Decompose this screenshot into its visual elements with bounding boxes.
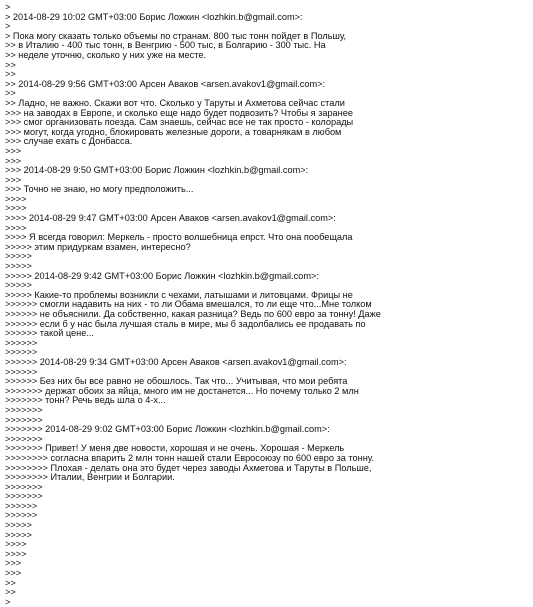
email-line: >>> на заводах в Европе, и сколько еще надо будет подвозить? Чтобы я заранее bbox=[5, 107, 353, 118]
email-line: >>>>> этим придуркам взамен, интересно? bbox=[5, 241, 191, 252]
email-line: >>> bbox=[5, 558, 22, 569]
email-line: >>>>>>> тонн? Речь ведь шла о 4-х... bbox=[5, 395, 166, 406]
email-line: >>>>> bbox=[5, 520, 32, 531]
email-line: >> 2014-08-29 9:56 GMT+03:00 Арсен Аваков <arsen.avakov1@gmail.com>: bbox=[5, 78, 326, 89]
email-line: >>>>>> не объяснили. Да собственно, какая разница? Ведь по 600 евро за тонну! Даже bbox=[5, 309, 381, 319]
email-line: >>>>> bbox=[5, 529, 32, 540]
email-thread-text bbox=[5, 3, 531, 607]
email-line: >>> bbox=[5, 155, 22, 166]
email-line: >>>> bbox=[5, 193, 27, 204]
email-line: >>>>>> bbox=[5, 500, 38, 511]
email-line: > bbox=[5, 21, 11, 32]
email-line: > 2014-08-29 10:02 GMT+03:00 Борис Ложкин <lozhkin.b@gmail.com>: bbox=[5, 11, 303, 22]
email-line: >>>>>>>> согласна впарить 2 млн тонн нашей стали Евросоюзу по 600 евро за тонну. bbox=[5, 452, 374, 463]
email-line: >>>>>>> держат обоих за яйца, много им не достанется... Но почему только 2 млн bbox=[5, 385, 359, 396]
email-line: >>>>>>> Привет! У меня две новости, хорошая и не очень. Хорошая - Меркель bbox=[5, 443, 345, 454]
email-line: >> bbox=[5, 88, 16, 99]
email-line: >> bbox=[5, 577, 16, 588]
email-line: >>>> bbox=[5, 203, 27, 214]
email-line: >>> bbox=[5, 174, 22, 185]
email-line: >>>>>> bbox=[5, 337, 38, 348]
email-line: >>> случае ехать с Донбасса. bbox=[5, 136, 133, 147]
email-line: >>>> 2014-08-29 9:47 GMT+03:00 Арсен Аваков <arsen.avakov1@gmail.com>: bbox=[5, 213, 336, 224]
email-line: >>> 2014-08-29 9:50 GMT+03:00 Борис Ложкин <lozhkin.b@gmail.com>: bbox=[5, 165, 309, 176]
email-line: >>>>> bbox=[5, 251, 32, 262]
email-line: >> bbox=[5, 59, 16, 70]
email-line: >>> могут, когда угодно, блокировать железные дороги, а товарнякам в любом bbox=[5, 126, 342, 137]
email-line: >>> bbox=[5, 145, 22, 156]
email-line: >>>> bbox=[5, 222, 27, 233]
email-line: >>>>>> 2014-08-29 9:34 GMT+03:00 Арсен Аваков <arsen.avakov1@gmail.com>: bbox=[5, 356, 347, 367]
email-line: > bbox=[5, 596, 11, 607]
email-line: >>>>> bbox=[5, 261, 32, 272]
email-line: >>>>>>>> Плохая - делать она это будет через заводы Ахметова и Таруты в Польше, bbox=[5, 462, 372, 473]
email-line: >>>>>> такой цене... bbox=[5, 328, 94, 339]
email-line: >>>>>> если б у нас была лучшая сталь в мире, мы б задолбались ее продавать по bbox=[5, 318, 366, 329]
email-line: >>>>>> Без них бы все равно не обошлось. Так что... Учитывая, что мои ребята bbox=[5, 376, 348, 387]
email-line: >>>>> Какие-то проблемы возникли с чехами, латышами и литовцами. Фрицы не bbox=[5, 289, 353, 300]
email-line: >>> Точно не знаю, но могу предположить... bbox=[5, 184, 194, 195]
email-line: >>>>>> смогли надавить на них - то ли Обама вмешался, то ли еще что...Мне толком bbox=[5, 299, 372, 310]
email-line: > bbox=[5, 2, 11, 12]
email-line: >>>>>>> bbox=[5, 491, 43, 502]
email-line: >>>>>> bbox=[5, 510, 38, 521]
email-line: >>>>>>> bbox=[5, 481, 43, 492]
email-line: >>>> bbox=[5, 548, 27, 559]
email-line: >>>>>>> bbox=[5, 414, 43, 425]
email-line: >>>>>> bbox=[5, 347, 38, 358]
email-line: >> bbox=[5, 587, 16, 598]
email-line: > Пока могу сказать только объемы по странам. 800 тыс тонн пойдет в Польшу, bbox=[5, 30, 347, 41]
email-line: >>>>>>> 2014-08-29 9:02 GMT+03:00 Борис Ложкин <lozhkin.b@gmail.com>: bbox=[5, 424, 330, 435]
email-line: >> bbox=[5, 69, 16, 80]
email-line: >>>>> 2014-08-29 9:42 GMT+03:00 Борис Ложкин <lozhkin.b@gmail.com>: bbox=[5, 270, 319, 281]
email-line: >>>>>>> bbox=[5, 404, 43, 415]
email-line: >>>>>>>> Италии, Венгрии и Болгарии. bbox=[5, 472, 175, 483]
email-line: >>>> Я всегда говорил: Меркель - просто волшебница епрст. Что она пообещала bbox=[5, 232, 353, 243]
email-line: >>> смог организовать поезда. Сам знаешь, сейчас все не так просто - колорады bbox=[5, 117, 354, 128]
email-line: >> Ладно, не важно. Скажи вот что. Сколько у Таруты и Ахметова сейчас стали bbox=[5, 97, 345, 108]
email-line: >>> bbox=[5, 568, 22, 579]
email-line: >> неделе уточню, сколько у них уже на месте. bbox=[5, 49, 206, 60]
email-line: >>>>> bbox=[5, 280, 32, 291]
email-line: >>>> bbox=[5, 539, 27, 550]
email-line: >>>>>> bbox=[5, 366, 38, 377]
email-line: >> в Италию - 400 тыс тонн, в Венгрию - 500 тыс, в Болгарию - 300 тыс. На bbox=[5, 40, 326, 51]
email-line: >>>>>>> bbox=[5, 433, 43, 444]
